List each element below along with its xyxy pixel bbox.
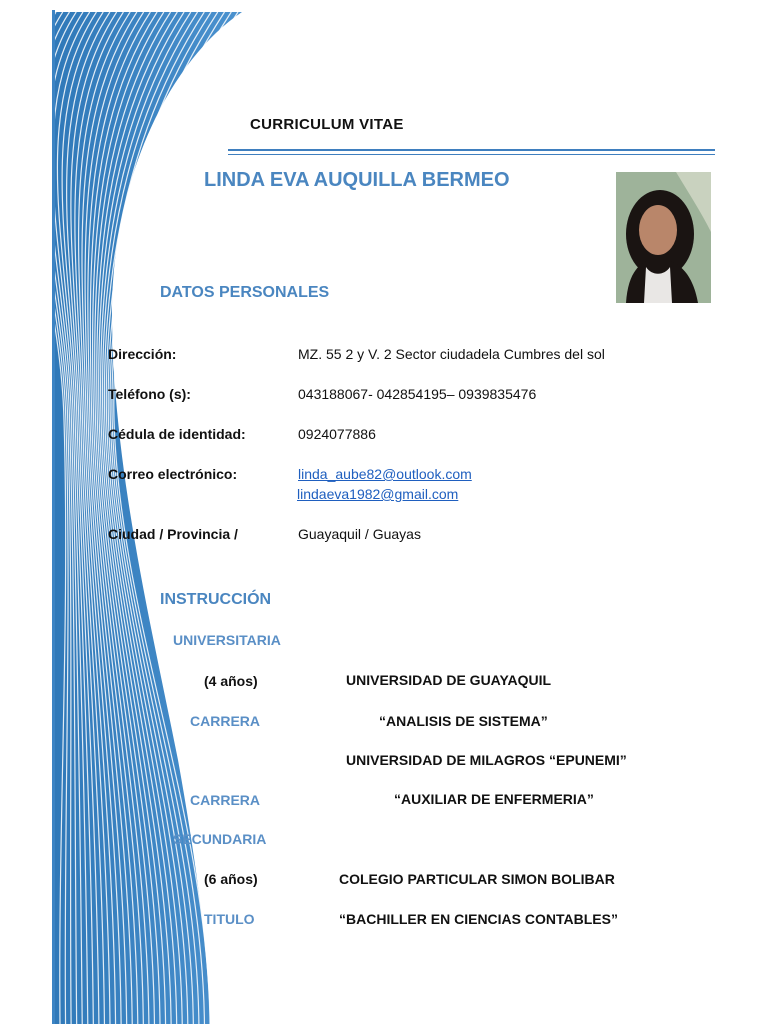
titulo-label: TITULO [204,911,255,927]
secundaria-years: (6 años) [204,871,258,887]
profile-photo [616,172,711,303]
telefono-label: Teléfono (s): [108,386,191,402]
titulo-bachiller: “BACHILLER EN CIENCIAS CONTABLES” [339,911,618,927]
document-title: CURRICULUM VITAE [250,116,404,133]
colegio-simon-bolibar: COLEGIO PARTICULAR SIMON BOLIBAR [339,871,615,887]
datos-personales-heading: DATOS PERSONALES [160,284,330,301]
direccion-label: Dirección: [108,346,177,362]
ciudad-label: Ciudad / Provincia / [108,526,238,542]
universitaria-years: (4 años) [204,673,258,689]
university-milagros: UNIVERSIDAD DE MILAGROS “EPUNEMI” [346,752,627,768]
person-name: LINDA EVA AUQUILLA BERMEO [204,169,510,191]
portrait-image [616,172,711,303]
university-guayaquil: UNIVERSIDAD DE GUAYAQUIL [346,672,552,688]
carrera-label-2: CARRERA [190,792,260,808]
title-rule-thin [228,154,715,155]
carrera-analisis-sistema: “ANALISIS DE SISTEMA” [379,713,548,729]
cedula-value: 0924077886 [298,426,376,442]
ciudad-value: Guayaquil / Guayas [298,526,421,542]
telefono-value: 043188067- 042854195– 0939835476 [298,386,537,402]
universitaria-heading: UNIVERSITARIA [173,632,281,648]
secundaria-heading: SECUNDARIA [173,831,267,847]
cedula-label: Cédula de identidad: [108,426,246,442]
carrera-label-1: CARRERA [190,713,260,729]
direccion-value: MZ. 55 2 y V. 2 Sector ciudadela Cumbres del sol [298,346,605,362]
correo-label: Correo electrónico: [108,466,238,482]
instruccion-heading: INSTRUCCIÓN [160,591,272,608]
email-link-gmail[interactable]: lindaeva1982@gmail.com [297,486,459,502]
carrera-auxiliar-enfermeria: “AUXILIAR DE ENFERMERIA” [394,791,594,807]
title-rule-thick [228,149,715,151]
email-link-outlook[interactable]: linda_aube82@outlook.com [298,466,472,482]
